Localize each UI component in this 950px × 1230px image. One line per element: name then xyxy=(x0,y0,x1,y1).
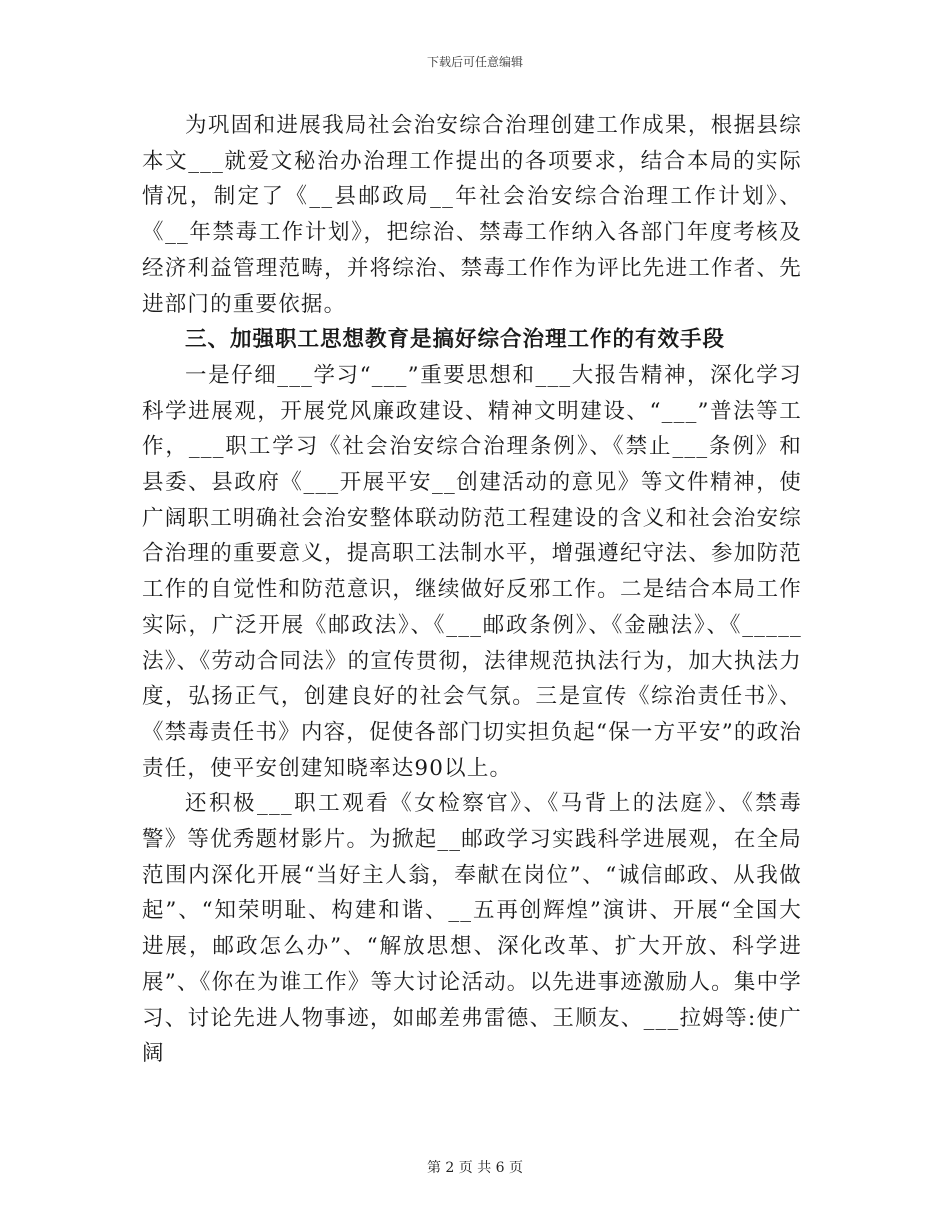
document-body xyxy=(142,108,802,1072)
body-paragraph-3: 还积极___职工观看《女检察官》、《马背上的法庭》、《禁毒警》等优秀题材影片。为掀起__邮政学习实践科学进展观，在全局范围内深化开展“当好主人翁，奉献在岗位”、“诚信邮政、从我做起”、“知荣明耻、构建和谐、__五再创辉煌”演讲、开展“全国大进展，邮政怎么办”、“解放思想、深化改革、扩大开放、科学进展”、《你在为谁工作》等大讨论活动。以先进事迹激励人。集中学习、讨论先进人物事迹，如邮差弗雷德、王顺友、___拉姆等:使广阔 xyxy=(142,791,802,1067)
body-paragraph-2: 一是仔细___学习“___”重要思想和___大报告精神，深化学习科学进展观，开展党风廉政建设、精神文明建设、“___”普法等工作，___职工学习《社会治安综合治理条例》、《禁止___条例》和县委、县政府《___开展平安__创建活动的意见》等文件精神，使广阔职工明确社会治安整体联动防范工程建设的含义和社会治安综合治理的重要意义，提高职工法制水平，增强遵纪守法、参加防范工作的自觉性和防范意识，继续做好反邪工作。二是结合本局工作实际，广泛开展《邮政法》、《___邮政条例》、《金融法》、《_____法》、《劳动合同法》的宣传贯彻，法律规范执法行为，加大执法力度，弘扬正气，创建良好的社会气氛。三是宣传《综治责任书》、《禁毒责任书》内容，促使各部门切实担负起“保一方平安”的政治责任，使平安创建知晓率达90以上。 xyxy=(142,362,802,781)
body-paragraph-1: 为巩固和进展我局社会治安综合治理创建工作成果，根据县综本文___就爱文秘治办治理工作提出的各项要求，结合本局的实际情况，制定了《__县邮政局__年社会治安综合治理工作计划》、《__年禁毒工作计划》，把综治、禁毒工作纳入各部门年度考核及经济利益管理范畴，并将综治、禁毒工作作为评比先进工作者、先进部门的重要依据。 xyxy=(142,113,802,317)
page-number: 第 2 页 共 6 页 xyxy=(426,1160,524,1176)
page-header-note: 下载后可任意编辑 xyxy=(426,55,523,69)
section-heading-3: 三、加强职工思想教育是搞好综合治理工作的有效手段 xyxy=(185,327,726,353)
